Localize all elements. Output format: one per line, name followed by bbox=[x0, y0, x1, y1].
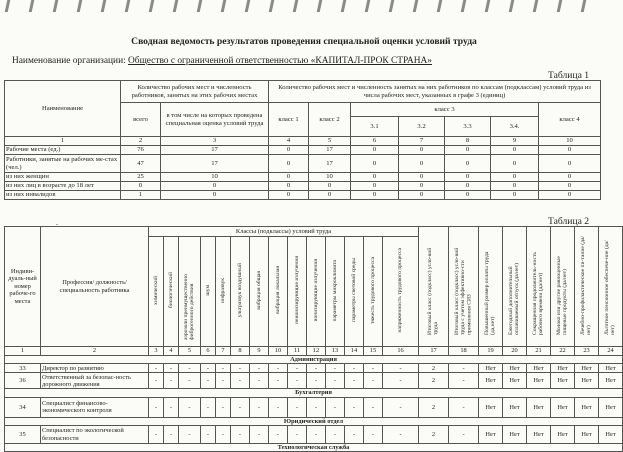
t1-cell: 0 bbox=[269, 155, 309, 173]
t2-cell: - bbox=[383, 426, 419, 444]
t2-factor-head: неионизирующие излучения bbox=[293, 256, 300, 325]
t2-cell: - bbox=[179, 373, 201, 389]
t2-cell: - bbox=[288, 397, 307, 417]
t1-row-label: Рабочие места (ед.) bbox=[5, 146, 121, 155]
t2-extra-head: Ежегодный дополнительный оплачиваемый отпуск (да/нет) bbox=[508, 263, 521, 336]
t1-cell: 10 bbox=[161, 173, 269, 182]
t1-num: 6 bbox=[351, 137, 399, 146]
t1-row-label: из них лиц в возрасте до 18 лет bbox=[5, 182, 121, 191]
t2-cell: - bbox=[364, 373, 383, 389]
t2-num: 18 bbox=[449, 347, 479, 356]
binder-holes bbox=[0, 0, 608, 16]
t1-head-class2: класс 2 bbox=[309, 103, 351, 137]
t2-num: 2 bbox=[41, 347, 149, 356]
t1-cell: 0 bbox=[445, 155, 491, 173]
binder-hole bbox=[125, 0, 131, 12]
t2-cell: - bbox=[250, 373, 269, 389]
t2-cell: Нет bbox=[551, 364, 575, 373]
t2-cell: - bbox=[345, 373, 364, 389]
t2-cell: - bbox=[326, 364, 345, 373]
t2-cell: 2 bbox=[419, 426, 449, 444]
t2-cell: - bbox=[216, 426, 231, 444]
t2-cell: - bbox=[364, 426, 383, 444]
t2-cell: Нет bbox=[575, 426, 599, 444]
binder-hole bbox=[317, 0, 323, 12]
binder-hole bbox=[413, 0, 419, 12]
t2-section-admin: Администрация bbox=[5, 356, 623, 364]
t2-cell: - bbox=[231, 373, 250, 389]
t1-cell: 17 bbox=[309, 146, 351, 155]
t2-cell: Нет bbox=[479, 364, 503, 373]
t1-cell: 0 bbox=[491, 182, 539, 191]
t2-head-id: Индиви-дуаль-ный номер рабоче-го места bbox=[5, 227, 41, 347]
binder-hole bbox=[581, 0, 587, 12]
t2-cell: Нет bbox=[575, 364, 599, 373]
t2-num: 21 bbox=[527, 347, 551, 356]
t2-section-tech: Технологическая служба bbox=[5, 444, 623, 452]
t2-cell: - bbox=[231, 397, 250, 417]
t1-cell: 0 bbox=[269, 182, 309, 191]
t2-head-profession: Профессия/ должность/ специальность работника bbox=[41, 227, 149, 347]
t2-cell: Нет bbox=[551, 373, 575, 389]
t2-cell: - bbox=[250, 397, 269, 417]
t1-cell: 0 bbox=[445, 173, 491, 182]
t1-cell: 0 bbox=[445, 191, 491, 200]
t1-cell: 0 bbox=[121, 182, 161, 191]
t2-row-profession: Ответственный за безопас-ность дорожного движения bbox=[41, 373, 149, 389]
workplace-table bbox=[4, 226, 623, 452]
t1-row-label: Работники, занятые на рабочих ме-стах (чел.) bbox=[5, 155, 121, 173]
table2-label: Таблица 2 bbox=[548, 216, 590, 227]
org-name: Общество с ограниченной ответственностью «КАПИТАЛ-ПРОК СТРАНА» bbox=[128, 56, 432, 66]
t2-cell: - bbox=[269, 397, 288, 417]
t2-cell: Нет bbox=[479, 397, 503, 417]
t1-cell: 0 bbox=[491, 146, 539, 155]
summary-table bbox=[4, 80, 601, 200]
t1-cell: 47 bbox=[121, 155, 161, 173]
t2-num: 4 bbox=[164, 347, 179, 356]
t1-cell: 0 bbox=[399, 146, 445, 155]
t2-cell: - bbox=[216, 397, 231, 417]
t2-factor-head: ультразвук воздушный bbox=[236, 263, 243, 318]
t1-head-classes: Количество рабочих мест и численность занятых на них работников по классам (подклассам) условий труда из числа рабочих мест, указанных в графе 3 (единиц) bbox=[269, 81, 601, 103]
t2-cell: Нет bbox=[527, 426, 551, 444]
stray-mark: . bbox=[56, 218, 58, 227]
t2-cell: Нет bbox=[551, 397, 575, 417]
t2-cell: - bbox=[326, 397, 345, 417]
t2-cell: - bbox=[201, 397, 216, 417]
t2-factor-head: тяжесть трудового процесса bbox=[369, 256, 376, 324]
t2-cell: - bbox=[201, 373, 216, 389]
t1-cell: 0 bbox=[399, 182, 445, 191]
t2-num: 7 bbox=[216, 347, 231, 356]
t2-extra-head: Льготное пенсионное обеспече-ние (да/нет) bbox=[604, 240, 617, 336]
t1-cell: 10 bbox=[309, 173, 351, 182]
t2-cell: - bbox=[164, 364, 179, 373]
t1-cell: 0 bbox=[399, 191, 445, 200]
t1-cell: 0 bbox=[351, 155, 399, 173]
t2-cell: - bbox=[345, 426, 364, 444]
t2-cell: - bbox=[326, 426, 345, 444]
t1-head-class1: класс 1 bbox=[269, 103, 309, 137]
t1-num: 8 bbox=[445, 137, 491, 146]
t2-cell: Нет bbox=[527, 364, 551, 373]
t2-extra-head: Лечебно-профилактическое пи-тание (да/нет) bbox=[580, 236, 593, 336]
t2-num: 14 bbox=[345, 347, 364, 356]
t1-cell: 0 bbox=[351, 173, 399, 182]
t1-cell: 0 bbox=[445, 146, 491, 155]
t2-factor-head: биологический bbox=[167, 272, 174, 309]
t1-num: 9 bbox=[491, 137, 539, 146]
t2-cell: - bbox=[231, 364, 250, 373]
t2-cell: - bbox=[231, 426, 250, 444]
organization-line bbox=[12, 56, 432, 66]
t1-cell: 0 bbox=[269, 173, 309, 182]
t1-num: 4 bbox=[269, 137, 309, 146]
t1-cell: 0 bbox=[491, 155, 539, 173]
t2-cell: - bbox=[288, 426, 307, 444]
t2-num: 22 bbox=[551, 347, 575, 356]
t1-cell: 0 bbox=[539, 146, 601, 155]
binder-hole bbox=[557, 0, 563, 12]
t2-head-classes: Классы (подклассы) условий труда bbox=[149, 227, 419, 237]
binder-hole bbox=[461, 0, 467, 12]
t2-cell: Нет bbox=[599, 373, 623, 389]
table1-label: Таблица 1 bbox=[548, 70, 590, 81]
binder-hole bbox=[101, 0, 107, 12]
t1-cell: 0 bbox=[161, 191, 269, 200]
binder-hole bbox=[77, 0, 83, 12]
t2-factor-head: вибрация локальная bbox=[274, 266, 281, 315]
t2-num: 12 bbox=[307, 347, 326, 356]
t2-cell: - bbox=[307, 364, 326, 373]
t2-num: 9 bbox=[250, 347, 269, 356]
t2-num: 3 bbox=[149, 347, 164, 356]
t2-cell: - bbox=[449, 397, 479, 417]
t2-num: 24 bbox=[599, 347, 623, 356]
t1-cell: 0 bbox=[269, 146, 309, 155]
t2-row-id: 36 bbox=[5, 373, 41, 389]
t2-row-id: 35 bbox=[5, 426, 41, 444]
t2-cell: Нет bbox=[575, 373, 599, 389]
t2-num: 17 bbox=[419, 347, 449, 356]
t2-factor-head: ионизирующие излучения bbox=[312, 259, 319, 322]
t2-cell: - bbox=[164, 426, 179, 444]
t2-cell: Нет bbox=[599, 426, 623, 444]
binder-hole bbox=[197, 0, 203, 12]
t1-num: 5 bbox=[309, 137, 351, 146]
t2-cell: - bbox=[383, 364, 419, 373]
t2-factor-head: напряженность трудового процесса bbox=[397, 248, 404, 333]
t1-head-total: всего bbox=[121, 103, 161, 137]
binder-hole bbox=[5, 0, 11, 12]
t2-cell: Нет bbox=[551, 426, 575, 444]
t2-cell: Нет bbox=[599, 397, 623, 417]
t2-cell: - bbox=[149, 364, 164, 373]
binder-hole bbox=[173, 0, 179, 12]
t2-cell: - bbox=[383, 373, 419, 389]
t1-head-name: Наименование bbox=[5, 81, 121, 137]
t2-cell: Нет bbox=[479, 426, 503, 444]
t2-row-id: 33 bbox=[5, 364, 41, 373]
t2-cell: - bbox=[326, 373, 345, 389]
t2-num: 5 bbox=[179, 347, 201, 356]
t2-cell: - bbox=[179, 426, 201, 444]
t2-extra-head: Итоговый класс (подкласс) усло-вий труда bbox=[427, 248, 440, 336]
t2-extra-head: Итоговый класс (подкласс) усло-вий труда с учетом эффективно-сти применения СИЗ bbox=[454, 248, 473, 336]
t1-num: 10 bbox=[539, 137, 601, 146]
t1-cell: 0 bbox=[269, 191, 309, 200]
t2-cell: - bbox=[250, 426, 269, 444]
t1-head-incl: в том числе на которых проведена специальная оценка условий труда bbox=[161, 103, 269, 137]
t1-cell: 17 bbox=[161, 146, 269, 155]
t1-num: 7 bbox=[399, 137, 445, 146]
t2-cell: - bbox=[449, 426, 479, 444]
t2-factor-head: химический bbox=[152, 275, 159, 305]
t2-cell: - bbox=[269, 426, 288, 444]
t2-num: 6 bbox=[201, 347, 216, 356]
t2-row-profession: Специалист финансово-экономического контроля bbox=[41, 397, 149, 417]
binder-hole bbox=[341, 0, 347, 12]
t1-cell: 0 bbox=[351, 191, 399, 200]
t1-cell: 17 bbox=[309, 155, 351, 173]
t2-factor-head: параметры световой среды bbox=[350, 258, 357, 323]
binder-hole bbox=[245, 0, 251, 12]
t2-factor-head: вибрация общая bbox=[255, 270, 262, 310]
t1-num: 2 bbox=[121, 137, 161, 146]
t1-head-class4: класс 4 bbox=[539, 103, 601, 137]
t1-sub-3-2: 3.2 bbox=[399, 117, 445, 137]
t1-head-class3: класс 3 bbox=[351, 103, 539, 117]
t1-cell: 0 bbox=[539, 191, 601, 200]
t2-cell: Нет bbox=[527, 373, 551, 389]
t2-extra-head: Молоко или другие равноценные пищевые продукты (да/нет) bbox=[556, 256, 569, 336]
t1-cell: 0 bbox=[491, 191, 539, 200]
t1-cell: 0 bbox=[309, 191, 351, 200]
t2-factor-head: параметры микроклимата bbox=[331, 259, 338, 322]
t2-cell: - bbox=[307, 426, 326, 444]
t2-extra-head: Сокращенная продолжитель-ность рабочего времени (да/нет) bbox=[532, 252, 545, 336]
t2-factor-head: инфразвук bbox=[219, 277, 226, 303]
t2-cell: Нет bbox=[503, 397, 527, 417]
t2-cell: - bbox=[201, 364, 216, 373]
t1-head-count: Количество рабочих мест и численность работников, занятых на этих рабочих местах bbox=[121, 81, 269, 103]
t2-cell: - bbox=[149, 397, 164, 417]
t2-num: 16 bbox=[383, 347, 419, 356]
t2-extra-head: Повышенный размер оплаты труда (да,нет) bbox=[484, 251, 497, 336]
t2-cell: - bbox=[364, 364, 383, 373]
binder-hole bbox=[293, 0, 299, 12]
binder-hole bbox=[485, 0, 491, 12]
t2-row-profession: Специалист по экологической безопасности bbox=[41, 426, 149, 444]
t2-cell: - bbox=[364, 397, 383, 417]
binder-hole bbox=[53, 0, 59, 12]
binder-hole bbox=[437, 0, 443, 12]
t1-sub-3-3: 3.3 bbox=[445, 117, 491, 137]
t1-cell: 0 bbox=[399, 155, 445, 173]
t1-cell: 25 bbox=[121, 173, 161, 182]
t2-cell: - bbox=[288, 364, 307, 373]
t2-num: 13 bbox=[326, 347, 345, 356]
t2-row-id: 34 bbox=[5, 397, 41, 417]
t2-num: 11 bbox=[288, 347, 307, 356]
t1-cell: 0 bbox=[351, 146, 399, 155]
t2-cell: - bbox=[164, 397, 179, 417]
binder-hole bbox=[389, 0, 395, 12]
t1-cell: 0 bbox=[309, 182, 351, 191]
t2-cell: - bbox=[269, 373, 288, 389]
t2-cell: 2 bbox=[419, 397, 449, 417]
t1-cell: 0 bbox=[491, 173, 539, 182]
binder-hole bbox=[533, 0, 539, 12]
t1-sub-3-1: 3.1 bbox=[351, 117, 399, 137]
t2-cell: Нет bbox=[575, 397, 599, 417]
binder-hole bbox=[149, 0, 155, 12]
t2-cell: - bbox=[149, 373, 164, 389]
t1-cell: 0 bbox=[539, 173, 601, 182]
t2-num: 8 bbox=[231, 347, 250, 356]
t2-cell: Нет bbox=[503, 426, 527, 444]
t2-cell: - bbox=[164, 373, 179, 389]
t2-cell: - bbox=[216, 373, 231, 389]
t2-num: 15 bbox=[364, 347, 383, 356]
t2-cell: - bbox=[383, 397, 419, 417]
t2-section-legal: Юридический отдел bbox=[5, 417, 623, 425]
t2-cell: - bbox=[345, 397, 364, 417]
t2-num: 23 bbox=[575, 347, 599, 356]
t2-cell: - bbox=[449, 373, 479, 389]
t2-cell: Нет bbox=[479, 373, 503, 389]
t2-cell: 2 bbox=[419, 364, 449, 373]
t1-cell: 0 bbox=[399, 173, 445, 182]
t2-cell: 2 bbox=[419, 373, 449, 389]
binder-hole bbox=[509, 0, 515, 12]
t2-cell: - bbox=[269, 364, 288, 373]
t2-section-accounting: Бухгалтерия bbox=[5, 389, 623, 397]
binder-hole bbox=[29, 0, 35, 12]
t2-cell: - bbox=[250, 364, 269, 373]
t2-num: 10 bbox=[269, 347, 288, 356]
t2-cell: Нет bbox=[503, 373, 527, 389]
t2-cell: - bbox=[201, 426, 216, 444]
t1-row-label: из них инвалидов bbox=[5, 191, 121, 200]
t2-cell: - bbox=[307, 397, 326, 417]
t1-cell: 0 bbox=[539, 155, 601, 173]
t2-factor-head: шум bbox=[204, 285, 211, 296]
t1-cell: 1 bbox=[121, 191, 161, 200]
t1-cell: 0 bbox=[351, 182, 399, 191]
t1-cell: 0 bbox=[161, 182, 269, 191]
t2-cell: - bbox=[345, 364, 364, 373]
t1-cell: 0 bbox=[445, 182, 491, 191]
t1-cell: 0 bbox=[539, 182, 601, 191]
t1-cell: 76 bbox=[121, 146, 161, 155]
binder-hole bbox=[269, 0, 275, 12]
t2-num: 1 bbox=[5, 347, 41, 356]
t2-cell: - bbox=[307, 373, 326, 389]
t2-cell: Нет bbox=[503, 364, 527, 373]
t1-num: 1 bbox=[5, 137, 121, 146]
binder-hole bbox=[365, 0, 371, 12]
t1-sub-3-4: 3.4. bbox=[491, 117, 539, 137]
t2-num: 20 bbox=[503, 347, 527, 356]
t2-cell: - bbox=[288, 373, 307, 389]
t2-cell: - bbox=[449, 364, 479, 373]
t1-num: 3 bbox=[161, 137, 269, 146]
org-label: Наименование организации: bbox=[12, 56, 126, 66]
t2-cell: Нет bbox=[599, 364, 623, 373]
page-title: Сводная ведомость результатов проведения специальной оценки условий труда bbox=[131, 36, 477, 47]
t2-factor-head: аэрозоли преимущественно фиброгенного действия bbox=[183, 274, 196, 341]
t1-cell: 17 bbox=[161, 155, 269, 173]
t2-row-profession: Директор по развитию bbox=[41, 364, 149, 373]
t2-cell: - bbox=[179, 397, 201, 417]
t2-cell: - bbox=[216, 364, 231, 373]
t2-cell: - bbox=[149, 426, 164, 444]
t2-num: 19 bbox=[479, 347, 503, 356]
t1-row-label: из них женщин bbox=[5, 173, 121, 182]
t2-cell: Нет bbox=[527, 397, 551, 417]
binder-hole bbox=[221, 0, 227, 12]
t2-cell: - bbox=[179, 364, 201, 373]
